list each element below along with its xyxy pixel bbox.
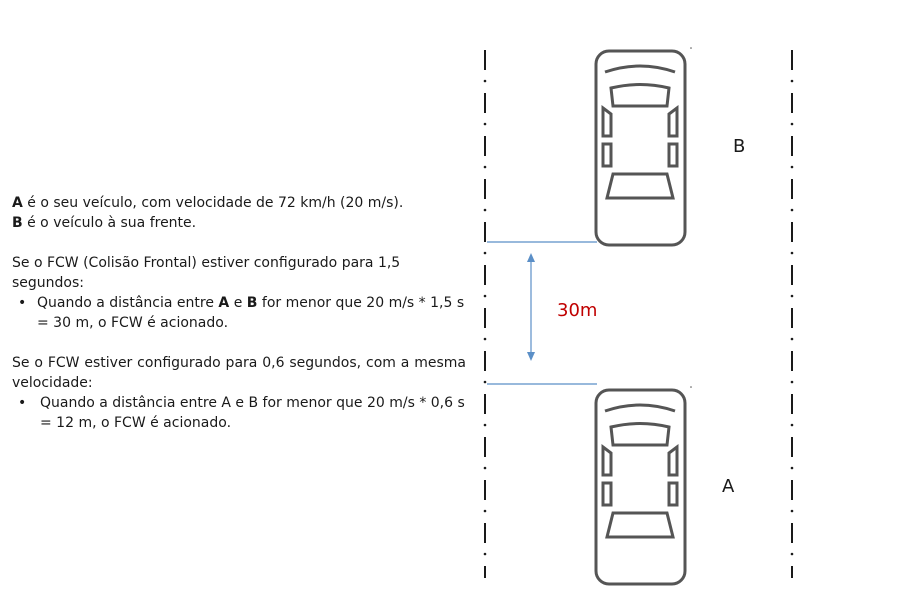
vehicle-b-label: B: [733, 136, 746, 157]
bullet1-b: B: [246, 295, 258, 311]
distance-label: 30m: [557, 300, 598, 321]
vehicle-a-text: é o seu veículo, com velocidade de 72 km/h (20 m/s).: [22, 195, 404, 211]
bullet1-part2: e: [229, 295, 247, 311]
arrow-up-head: [527, 253, 535, 262]
bullet1-part3: for menor que 20 m/s * 1,5 s = 30 m, o FCW é acionado.: [37, 295, 465, 331]
car-b-icon: [596, 47, 692, 245]
bullet1-part1: Quando a distância entre: [37, 295, 219, 311]
fcw-0-6s-bullet: • Quando a distância entre A e B for menor que 20 m/s * 0,6 s = 12 m, o FCW é acionado.: [12, 393, 466, 433]
car-a-icon: [596, 386, 692, 584]
vehicle-a-letter: A: [12, 195, 23, 211]
vehicle-b-text: é o veículo à sua frente.: [22, 215, 197, 231]
bullet1-a: A: [218, 295, 230, 311]
fcw-0-6s-intro: Se o FCW estiver configurado para 0,6 segundos, com a mesma velocidade:: [12, 355, 466, 391]
vehicle-a-label: A: [722, 476, 735, 497]
arrow-down-head: [527, 352, 535, 361]
fcw-1-5s-intro: Se o FCW (Colisão Frontal) estiver configurado para 1,5 segundos:: [12, 255, 401, 291]
vehicle-b-letter: B: [12, 215, 23, 231]
